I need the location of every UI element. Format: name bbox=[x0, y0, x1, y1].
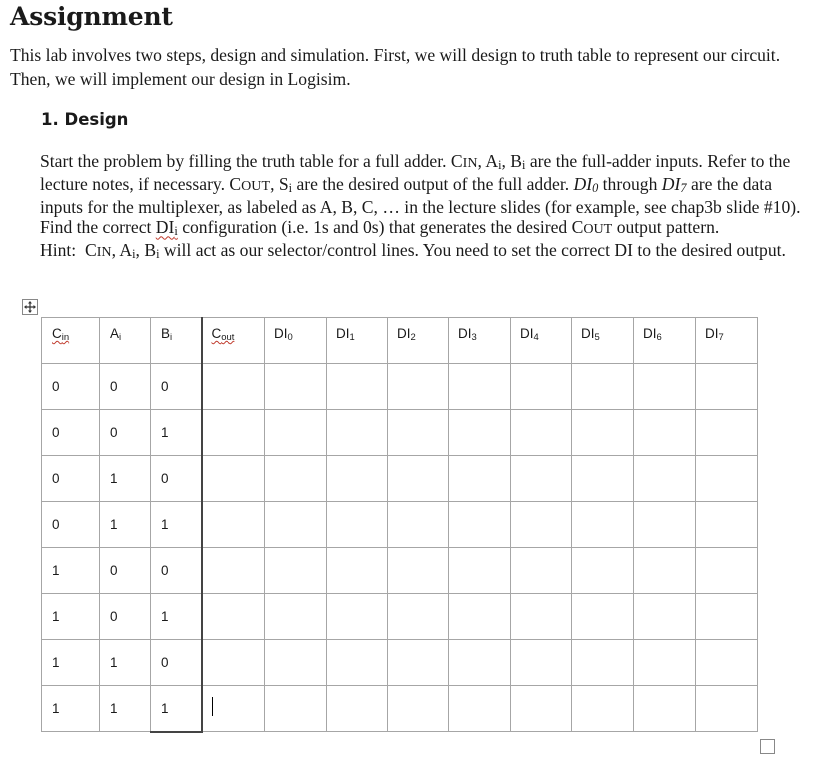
problem-text-7: output pattern. bbox=[616, 217, 720, 238]
cell-di7[interactable] bbox=[696, 364, 758, 410]
cell-di3[interactable] bbox=[449, 686, 511, 732]
cell-di1[interactable] bbox=[327, 548, 388, 594]
text-cursor bbox=[212, 697, 213, 716]
cell-di6[interactable] bbox=[634, 502, 696, 548]
cell-di3[interactable] bbox=[449, 456, 511, 502]
cell-di7[interactable] bbox=[696, 686, 758, 732]
problem-text-6: configuration (i.e. 1s and 0s) that generates the desired bbox=[182, 217, 568, 238]
cell-bi[interactable]: 1 bbox=[151, 686, 202, 732]
cell-di3[interactable] bbox=[449, 640, 511, 686]
table-move-icon[interactable] bbox=[22, 299, 38, 315]
cell-di4[interactable] bbox=[511, 686, 572, 732]
cell-di5[interactable] bbox=[572, 594, 634, 640]
header-di4: $DI_4$ bbox=[511, 318, 572, 364]
section-heading: 1. Design bbox=[41, 110, 129, 129]
cell-di4[interactable] bbox=[511, 456, 572, 502]
cell-di5[interactable] bbox=[572, 502, 634, 548]
cell-di2[interactable] bbox=[388, 640, 449, 686]
cell-di4[interactable] bbox=[511, 594, 572, 640]
cell-di0[interactable] bbox=[265, 548, 327, 594]
cell-cin[interactable]: 0 bbox=[42, 502, 100, 548]
cell-ai[interactable]: 1 bbox=[100, 640, 151, 686]
cell-di5[interactable] bbox=[572, 410, 634, 456]
cell-di0[interactable] bbox=[265, 456, 327, 502]
cell-di2[interactable] bbox=[388, 364, 449, 410]
problem-text-3: are the desired output of the full adder. bbox=[296, 173, 570, 194]
si-term: $S_i$ bbox=[278, 173, 293, 195]
cell-di1[interactable] bbox=[327, 364, 388, 410]
cell-di5[interactable] bbox=[572, 456, 634, 502]
cell-ai[interactable]: 0 bbox=[100, 548, 151, 594]
cell-di0[interactable] bbox=[265, 594, 327, 640]
ai-term: $A_i$ bbox=[485, 151, 502, 172]
cell-di1[interactable] bbox=[327, 456, 388, 502]
problem-text-4: through bbox=[602, 173, 658, 194]
cell-di2[interactable] bbox=[388, 456, 449, 502]
cell-cout[interactable] bbox=[202, 410, 265, 456]
cell-di7[interactable] bbox=[696, 640, 758, 686]
cell-di5[interactable] bbox=[572, 640, 634, 686]
problem-statement: Start the problem by filling the truth table for a full adder. CIN, $A_i$, $B_i$ are the full-adder inputs. Refer to the lecture notes, if necessary. COUT, $S_i$ are the desired output of the full adder. $DI_0$ through $DI_7$ are the data inputs for the multiplexer, as labeled as A, B, C, … in the lecture slides (for example, see chap3b slide #10). Find the correct $DI_i$ configuration (i.e. 1s and 0s) that generates the desired COUT output pattern. Hint: CIN, $A_i$, $B_i$ will act as our selector/control lines. You need to set the correct DI to the desired output. bbox=[40, 151, 801, 262]
move-arrows-icon bbox=[24, 301, 36, 313]
header-bi: $B_i$ bbox=[151, 318, 202, 364]
cell-cout[interactable] bbox=[202, 548, 265, 594]
hint-label: Hint: bbox=[40, 240, 77, 261]
header-di3: $DI_3$ bbox=[449, 318, 511, 364]
cell-di3[interactable] bbox=[449, 364, 511, 410]
hint-ai-term: $A_i$ bbox=[119, 240, 136, 262]
di0-term: $DI_0$ bbox=[573, 173, 599, 195]
header-ai: $A_i$ bbox=[100, 318, 151, 364]
cell-di1[interactable] bbox=[327, 502, 388, 548]
cell-di3[interactable] bbox=[449, 410, 511, 456]
cell-di5[interactable] bbox=[572, 548, 634, 594]
cell-cin[interactable]: 1 bbox=[42, 640, 100, 686]
cell-di6[interactable] bbox=[634, 456, 696, 502]
cell-di6[interactable] bbox=[634, 686, 696, 732]
problem-text-2: are the full-adder inputs. Refer to the lecture notes, if necessary. bbox=[40, 151, 791, 194]
cell-bi[interactable]: 0 bbox=[151, 456, 202, 502]
bi-term: $B_i$ bbox=[510, 151, 526, 172]
cell-di7[interactable] bbox=[696, 548, 758, 594]
cell-di3[interactable] bbox=[449, 594, 511, 640]
cell-cin[interactable]: 0 bbox=[42, 456, 100, 502]
hint-text: will act as our selector/control lines. You need to set the correct DI to the desired output. bbox=[163, 240, 786, 261]
cell-di6[interactable] bbox=[634, 594, 696, 640]
cell-cin[interactable]: 0 bbox=[42, 364, 100, 410]
cell-cin[interactable]: 1 bbox=[42, 686, 100, 732]
header-di2: $DI_2$ bbox=[388, 318, 449, 364]
cell-di5[interactable] bbox=[572, 686, 634, 732]
cout-term: COUT bbox=[229, 173, 271, 194]
cell-di0[interactable] bbox=[265, 640, 327, 686]
cell-di2[interactable] bbox=[388, 502, 449, 548]
cell-ai[interactable]: 1 bbox=[100, 502, 151, 548]
cell-di2[interactable] bbox=[388, 548, 449, 594]
cell-di6[interactable] bbox=[634, 410, 696, 456]
cell-di0[interactable] bbox=[265, 502, 327, 548]
hint-bi-term: $B_i$ bbox=[144, 240, 160, 262]
cout-term-2: COUT bbox=[571, 217, 613, 238]
table-row bbox=[42, 456, 758, 502]
cell-bi[interactable]: 0 bbox=[151, 640, 202, 686]
cell-di1[interactable] bbox=[327, 686, 388, 732]
header-di1: $DI_1$ bbox=[327, 318, 388, 364]
cell-ai[interactable]: 0 bbox=[100, 594, 151, 640]
cell-di2[interactable] bbox=[388, 686, 449, 732]
cell-di0[interactable] bbox=[265, 364, 327, 410]
cell-di3[interactable] bbox=[449, 502, 511, 548]
problem-text-5: are the data inputs for the multiplexer, as labeled as A, B, C, … in the lecture slides (for example, see chap3b slide #10). Find the correct bbox=[40, 173, 801, 238]
header-cin-label: $C_{in}$ bbox=[52, 326, 70, 343]
cell-di2[interactable] bbox=[388, 594, 449, 640]
cell-bi[interactable]: 0 bbox=[151, 548, 202, 594]
cell-di7[interactable] bbox=[696, 594, 758, 640]
cin-term: CIN bbox=[450, 151, 478, 171]
cell-ai[interactable]: 0 bbox=[100, 410, 151, 456]
cell-di6[interactable] bbox=[634, 364, 696, 410]
cell-di3[interactable] bbox=[449, 548, 511, 594]
cell-di0[interactable] bbox=[265, 686, 327, 732]
table-row bbox=[42, 594, 758, 640]
cell-di4[interactable] bbox=[511, 364, 572, 410]
cell-di0[interactable] bbox=[265, 410, 327, 456]
cell-cout[interactable] bbox=[202, 640, 265, 686]
cell-bi[interactable]: 0 bbox=[151, 364, 202, 410]
cell-di1[interactable] bbox=[327, 594, 388, 640]
header-di7: $DI_7$ bbox=[696, 318, 758, 364]
cell-ai[interactable]: 1 bbox=[100, 456, 151, 502]
cell-di7[interactable] bbox=[696, 502, 758, 548]
cell-di6[interactable] bbox=[634, 548, 696, 594]
intro-paragraph: This lab involves two steps, design and simulation. First, we will design to truth table to represent our circuit. Then, we will implement our design in Logisim. bbox=[10, 45, 781, 89]
header-cin bbox=[42, 318, 100, 364]
cell-cout[interactable] bbox=[202, 686, 265, 732]
cell-cout[interactable] bbox=[202, 364, 265, 410]
dii-term: $DI_i$ bbox=[155, 217, 178, 239]
header-di0: $DI_0$ bbox=[265, 318, 327, 364]
cell-cin[interactable]: 0 bbox=[42, 410, 100, 456]
cell-bi[interactable]: 1 bbox=[151, 410, 202, 456]
cell-bi[interactable]: 1 bbox=[151, 502, 202, 548]
cell-bi[interactable]: 1 bbox=[151, 594, 202, 640]
table-row bbox=[42, 548, 758, 594]
cell-di4[interactable] bbox=[511, 640, 572, 686]
header-di5: $DI_5$ bbox=[572, 318, 634, 364]
table-row bbox=[42, 640, 758, 686]
truth-table bbox=[41, 317, 758, 733]
cell-di7[interactable] bbox=[696, 456, 758, 502]
cell-di4[interactable] bbox=[511, 410, 572, 456]
header-cout bbox=[202, 318, 265, 364]
table-row bbox=[42, 686, 758, 732]
di7-term: $DI_7$ bbox=[661, 173, 687, 195]
cell-di1[interactable] bbox=[327, 410, 388, 456]
cell-cin[interactable]: 1 bbox=[42, 594, 100, 640]
table-row bbox=[42, 410, 758, 456]
page-title: Assignment bbox=[10, 2, 173, 31]
cell-di1[interactable] bbox=[327, 640, 388, 686]
header-cout-label: $C_{out}$ bbox=[211, 326, 235, 343]
cell-ai[interactable]: 0 bbox=[100, 364, 151, 410]
header-di6: $DI_6$ bbox=[634, 318, 696, 364]
cell-di4[interactable] bbox=[511, 548, 572, 594]
problem-text-1: Start the problem by filling the truth table for a full adder. bbox=[40, 151, 447, 171]
cell-cout[interactable] bbox=[202, 456, 265, 502]
cell-cout[interactable] bbox=[202, 594, 265, 640]
table-row bbox=[42, 502, 758, 548]
cell-cout[interactable] bbox=[202, 502, 265, 548]
cell-di7[interactable] bbox=[696, 410, 758, 456]
cell-di6[interactable] bbox=[634, 640, 696, 686]
cell-di5[interactable] bbox=[572, 364, 634, 410]
table-row bbox=[42, 364, 758, 410]
header-row bbox=[42, 318, 758, 364]
cell-cin[interactable]: 1 bbox=[42, 548, 100, 594]
cell-ai[interactable]: 1 bbox=[100, 686, 151, 732]
cell-di2[interactable] bbox=[388, 410, 449, 456]
cell-di4[interactable] bbox=[511, 502, 572, 548]
table-resize-icon[interactable] bbox=[760, 739, 775, 754]
hint-cin-term: CIN bbox=[84, 240, 112, 261]
